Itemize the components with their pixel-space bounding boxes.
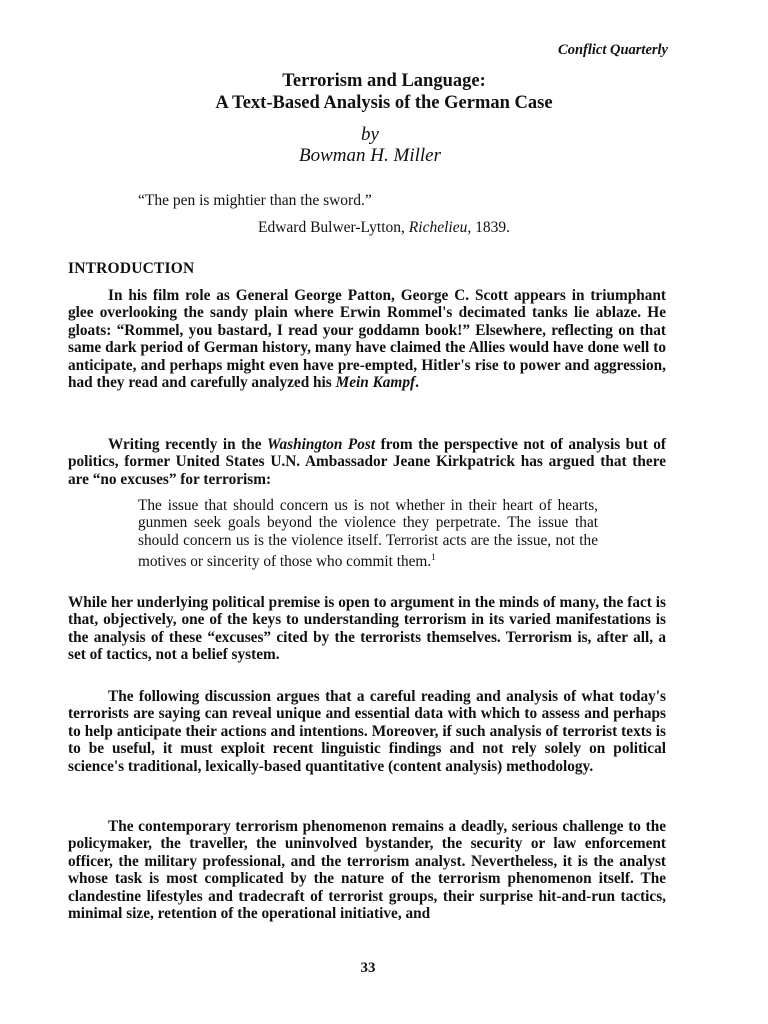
epigraph-quote: “The pen is mightier than the sword.”	[138, 192, 372, 209]
paragraph-4: The following discussion argues that a careful reading and analysis of what today's terrorists are saying can reveal unique and essential data with which to assess and perhaps to help anticipate their actions and intentions. Moreover, if such analysis of terrorist texts is to be useful, it must exploit recent linguistic findings and not rely solely on political science's traditional, lexically-based quantitative (content analysis) methodology.	[68, 688, 666, 775]
paragraph-1-end: .	[415, 374, 419, 392]
block-quote-text: The issue that should concern us is not whether in their heart of hearts, gunmen seek goals beyond the violence they perpetrate. The issue that should concern us is the violence itself. Terrorist acts are the issue, not the motives or sincerity of those who commit them.	[138, 497, 598, 571]
paragraph-2-text: Writing recently in the	[108, 436, 268, 453]
paragraph-2-end: from the perspective not of analysis but of politics, former United States U.N. Ambassador Jeane Kirkpatrick has argued that there are “no excuses” for terrorism:	[68, 436, 667, 488]
paragraph-2-italic: Washington Post	[267, 436, 376, 453]
journal-name: Conflict Quarterly	[558, 42, 668, 58]
byline-by: by	[361, 124, 379, 145]
block-quote	[138, 497, 598, 571]
author-name: Bowman H. Miller	[299, 145, 441, 166]
attribution-author: Edward Bulwer-Lytton,	[258, 219, 409, 236]
article-title-line-2: A Text-Based Analysis of the German Case	[215, 93, 553, 113]
paragraph-1-text: In his film role as General George Patton, George C. Scott appears in triumphant glee overlooking the sandy plain where Erwin Rommel's decimated tanks lie ablaze. He gloats: “Rommel, you bastard, I read your goddamn book!” Elsewhere, reflecting on that same dark period of German history, many have claimed the Allies would have done well to anticipate, and perhaps might even have pre-empted, Hitler's rise to power and aggression, had they read and carefully analyzed his	[68, 287, 666, 392]
article-title-line-1: Terrorism and Language:	[282, 71, 486, 91]
page-number: 33	[360, 960, 376, 976]
attribution-work: Richelieu,	[408, 219, 472, 236]
footnote-marker: 1	[431, 552, 436, 563]
paragraph-1-italic: Mein Kampf	[335, 374, 416, 392]
section-heading: INTRODUCTION	[68, 260, 195, 277]
paragraph-1	[68, 287, 666, 391]
paragraph-2	[68, 436, 666, 488]
paragraph-3: While her underlying political premise is open to argument in the minds of many, the fact is that, objectively, one of the keys to understanding terrorism in its varied manifestations is the analysis of these “excuses” cited by the terrorists themselves. Terrorism is, after all, a set of tactics, not a belief system.	[68, 594, 666, 664]
paragraph-5: The contemporary terrorism phenomenon remains a deadly, serious challenge to the policymaker, the traveller, the uninvolved bystander, the security or law enforcement officer, the military professional, and the terrorism analyst. Nevertheless, it is the analyst whose task is most complicated by the nature of the terrorism phenomenon itself. The clandestine lifestyles and tradecraft of terrorist groups, their surprise hit-and-run tactics, minimal size, retention of the operational initiative, and	[68, 818, 666, 923]
epigraph-attribution	[258, 219, 510, 237]
attribution-year: 1839.	[471, 219, 510, 236]
